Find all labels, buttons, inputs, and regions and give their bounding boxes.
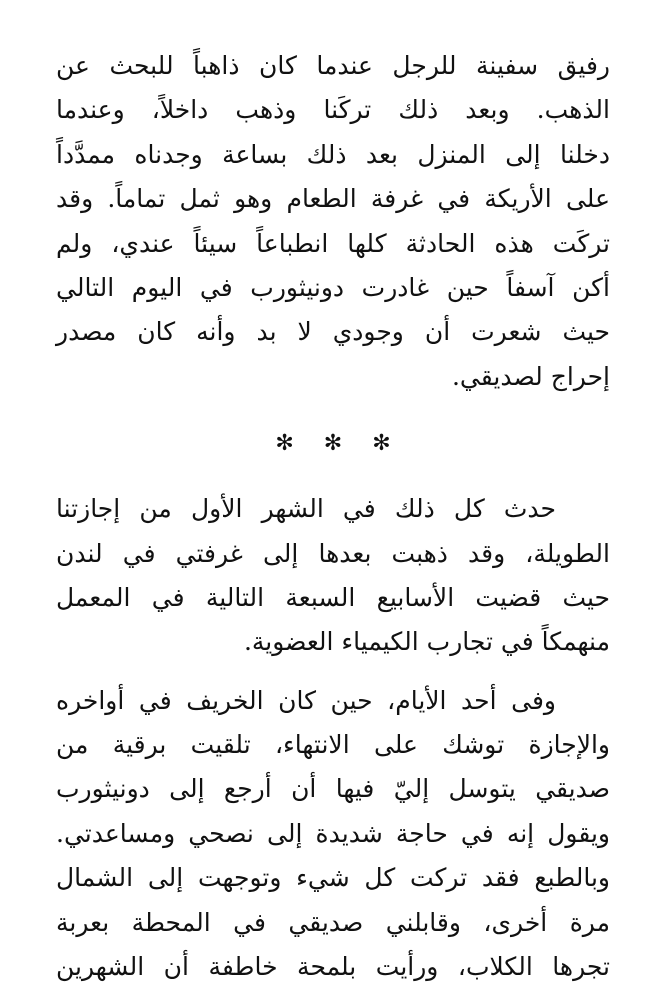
- paragraph-line: دخلنا إلى المنزل بعد ذلك بساعة وجدناه ممدَّداً: [56, 139, 610, 169]
- paragraph-line: والإجازة توشك على الانتهاء، تلقيت برقية من: [56, 730, 610, 760]
- paragraph-2: [56, 487, 610, 665]
- paragraph-line: إحراج لصديقي.: [451, 361, 610, 391]
- section-separator: [56, 399, 610, 487]
- asterisk-ornament-icon: ✻: [372, 430, 391, 456]
- paragraph-3: [56, 679, 610, 990]
- paragraph-line: تجرها الكلاب، ورأيت بلمحة خاطفة أن الشهرين: [56, 952, 610, 982]
- paragraph-line: حدث كل ذلك في الشهر الأول من إجازتنا: [56, 494, 556, 524]
- paragraph-line: أكن آسفاً حين غادرت دونيثورب في اليوم التالي: [56, 272, 610, 302]
- paragraph-line: الطويلة، وقد ذهبت بعدها إلى غرفتي في لندن: [56, 538, 610, 568]
- paragraph-spacer: [56, 665, 610, 679]
- paragraph-line: حيث قضيت الأسابيع السبعة التالية في المعمل: [56, 582, 610, 612]
- paragraph-line: منهمكاً في تجارب الكيمياء العضوية.: [243, 627, 610, 657]
- asterisk-ornament-icon: ✻: [323, 430, 343, 456]
- paragraph-line: مرة أخرى، وقابلني صديقي في المحطة بعربة: [56, 907, 610, 937]
- paragraph-line: رفيق سفينة للرجل عندما كان ذاهباً للبحث عن: [56, 51, 610, 80]
- paragraph-line: حيث شعرت أن وجودي لا بد وأنه كان مصدر: [56, 317, 610, 347]
- paragraph-line: تركَت هذه الحادثة كلها انطباعاً سيئاً عندي، ولم: [56, 228, 610, 258]
- book-page: [56, 44, 610, 989]
- paragraph-line: على الأريكة في غرفة الطعام وهو ثمل تماماً. وقد: [56, 184, 610, 214]
- paragraph-line: صديقي يتوسل إليّ فيها أن أرجع إلى دونيثورب: [56, 774, 610, 804]
- paragraph-line: الذهب. وبعد ذلك تركَنا وذهب داخلاً، وعندما: [56, 95, 610, 125]
- asterisk-ornament-icon: ✻: [275, 430, 294, 456]
- paragraph-line: وفى أحد الأيام، حين كان الخريف في أواخره: [56, 685, 556, 715]
- paragraph-line: ويقول إنه في حاجة شديدة إلى نصحي ومساعدتي.: [56, 818, 610, 848]
- paragraph-1: [56, 44, 610, 399]
- paragraph-line: وبالطبع فقد تركت كل شيء وتوجهت إلى الشمال: [56, 863, 610, 893]
